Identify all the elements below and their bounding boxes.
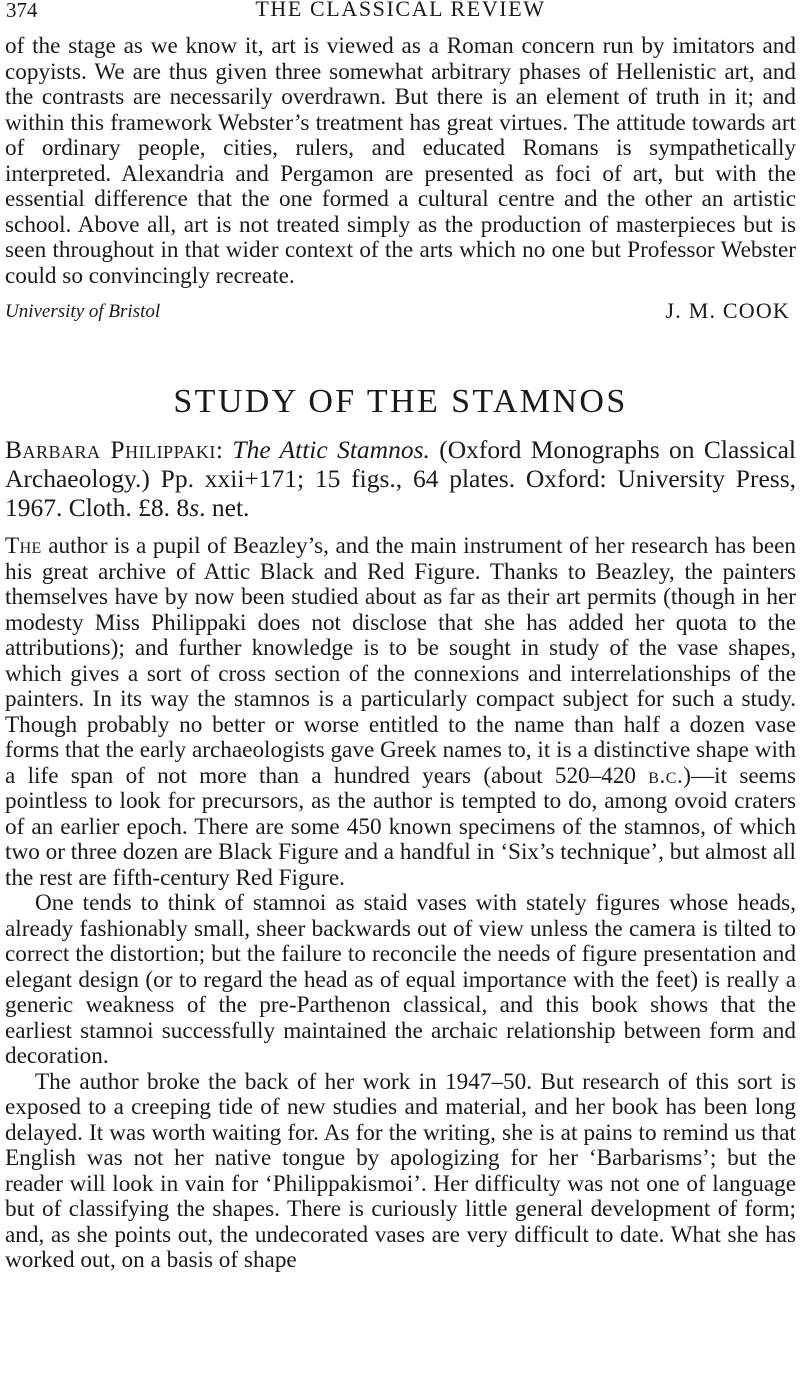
review-paragraph-2: One tends to think of stamnoi as staid vases with stately figures whose heads, already fashionably small, sheer backwards out of view unless the camera is tilted to correct the distortion; but the failure to reconcile the needs of figure presentation and elegant design (or to regard the head as of equal importance with the feet) is really a generic weakness of the pre-Parthenon classical, and this book shows that the earliest stamnoi successfully maintained the archaic relationship between form and decoration. [5,890,796,1069]
review-paragraph-3: The author broke the back of her work in 1947–50. But research of this sort is exposed to a creeping tide of new studies and material, and her book has been long delayed. It was worth waiting for. As for the writing, she is at pains to remind us that English was not her native tongue by apologizing for her ‘Barbarisms’; but the reader will look in vain for ‘Philippakismoi’. Her difficulty was not one of language but of classifying the shapes. There is curiously little general development of form; and, as she points out, the undecorated vases are very difficult to date. What she has worked out, on a basis of shape [5,1068,796,1273]
book-price-unit: s [189,493,200,522]
reviewer-affiliation: University of Bristol [5,301,161,322]
section-title: STUDY OF THE STAMNOS [173,383,628,420]
book-author: Barbara Philippaki [5,435,216,464]
book-price-suffix: . net. [199,493,250,522]
book-details: (Oxford Monographs on Classical Archaeology.) Pp. xxii+171; 15 figs., 64 plates. Oxford: University Press, 1967. Cloth. £8. 8 [5,435,796,522]
paragraph-1-text: author is a pupil of Beazley’s, and the main instrument of her research has been his great archive of Attic Black and Red Figure. Thanks to Beazley, the painters themselves have by now been studied about as far as their art permits (though in her modesty Miss Philippaki does not disclose that she has added her quota to the attributions); and further knowledge is to be sought in study of the vase shapes, which gives a sort of cross section of the connexions and interrelationships of the painters. In its way the stamnos is a particularly compact subject for such a study. Though probably no better or worse entitled to the name than half a dozen vase forms that the early archaeologists gave Greek names to, it is a distinctive shape with a life span of not more than a hundred years (about 520–420 [5,533,796,789]
previous-review-signoff [5,298,796,331]
running-head [5,0,796,34]
book-title: The Attic Stamnos. [232,435,430,464]
reviewer-name: J. M. COOK [665,298,790,323]
previous-review-paragraph: of the stage as we know it, art is viewed as a Roman concern run by imitators and copyists. We are thus given three somewhat arbitrary phases of Hellenistic art, and the contrasts are necessarily overdrawn. But there is an element of truth in it; and within this framework Webster’s treatment has great virtues. The attitude towards art of ordinary people, cities, rulers, and educated Romans is sympathetically interpreted. Alexandria and Pergamon are presented as foci of art, but with the essential difference that the one formed a cultural centre and the other an artistic school. Above all, art is not treated simply as the production of masterpieces but is seen throughout in that wider context of the arts which no one but Professor Webster could so convincingly recreate. [5,33,796,289]
paragraph-1-text-after: )—it seems pointless to look for precursors, as the author is tempted to do, among ovoid craters of an earlier epoch. There are some 450 known specimens of the stamnos, of which two or three dozen are Black Figure and a handful in ‘Six’s technique’, but almost all the rest are fifth-century Red Figure. [5,762,796,891]
journal-title: THE CLASSICAL REVIEW [255,0,546,21]
era-abbreviation: b.c. [648,762,684,789]
book-citation: Barbara Philippaki: The Attic Stamnos. (Oxford Monographs on Classical Archaeology.) Pp. xxii+171; 15 figs., 64 plates. Oxford: University Press, 1967. Cloth. £8. 8s. net. [5,435,796,522]
page-number: 374 [6,0,38,22]
review-paragraph-1 [5,534,796,891]
paragraph-lead-word: The [5,533,42,559]
